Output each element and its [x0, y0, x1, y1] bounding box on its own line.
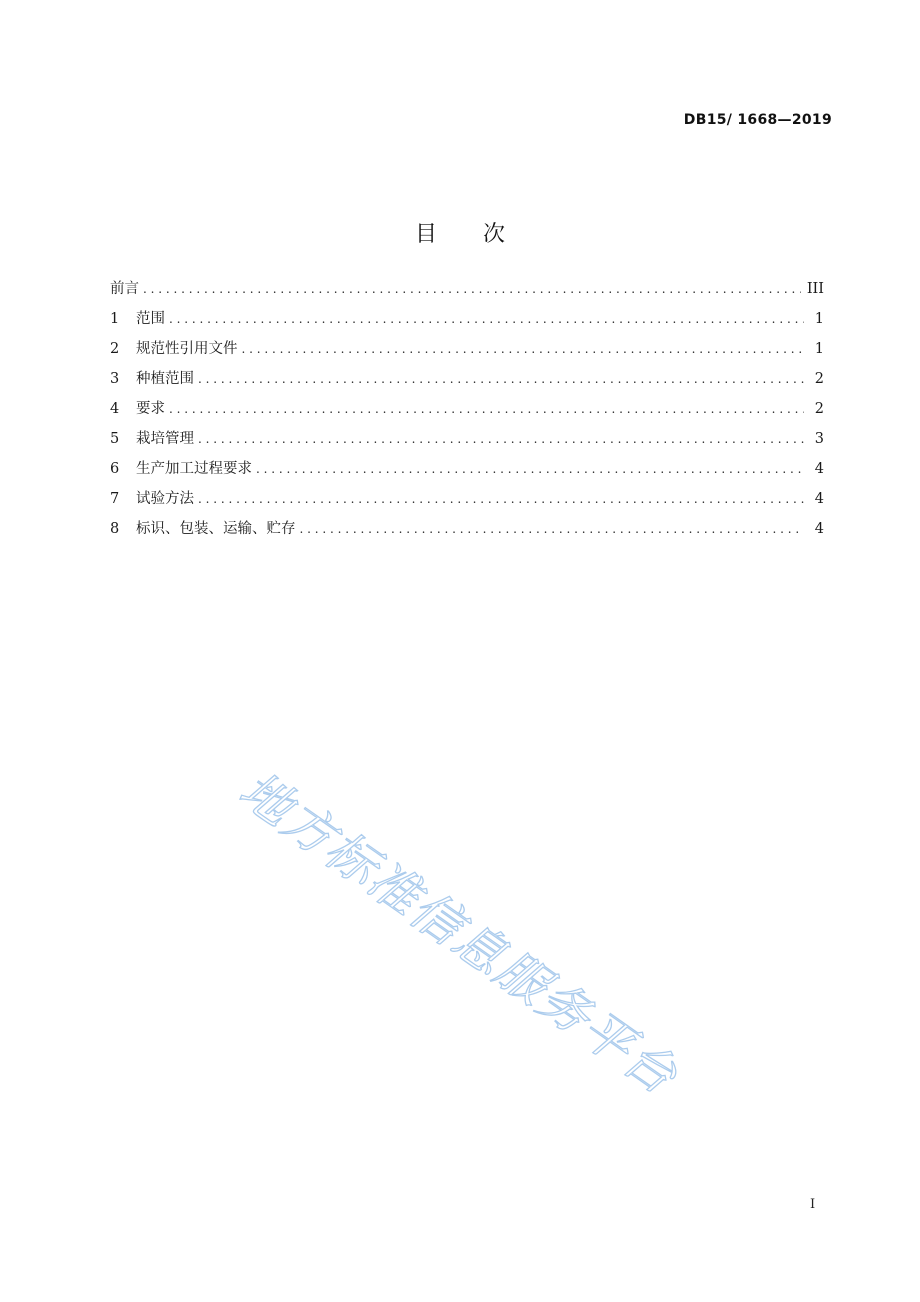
toc-entry-number: 2 — [110, 341, 120, 357]
toc-entry-number: 3 — [110, 371, 120, 387]
toc-entry-number: 4 — [110, 401, 120, 417]
toc-dot-leader — [169, 309, 804, 329]
toc-entry-number: 1 — [110, 311, 120, 327]
toc-entry-test-methods[interactable] — [110, 489, 824, 519]
standard-code: DB15/ 1668—2019 — [683, 112, 832, 128]
toc-entry-scope[interactable] — [110, 309, 824, 339]
toc-entry-label: 生产加工过程要求 — [136, 461, 252, 477]
toc-dot-leader — [256, 459, 804, 479]
toc-dot-leader — [169, 399, 804, 419]
toc-dot-leader — [143, 279, 801, 299]
toc-dot-leader — [300, 519, 805, 539]
toc-dot-leader — [198, 489, 804, 509]
toc-entry-page: 2 — [814, 371, 824, 387]
toc-entry-number: 7 — [110, 491, 120, 507]
toc-entry-page: 1 — [814, 311, 824, 327]
toc-entry-number: 6 — [110, 461, 120, 477]
toc-entry-page: III — [806, 281, 824, 297]
page-number: I — [810, 1197, 816, 1212]
toc-entry-number: 5 — [110, 431, 120, 447]
toc-entry-label: 范围 — [136, 311, 165, 327]
toc-entry-labeling-packaging-transport-storage[interactable] — [110, 519, 824, 549]
toc-entry-cultivation-management[interactable] — [110, 429, 824, 459]
toc-dot-leader — [198, 429, 804, 449]
toc-entry-label: 要求 — [136, 401, 165, 417]
watermark-text: 地方标准信息服务平台 — [229, 760, 689, 1107]
toc-entry-foreword[interactable] — [110, 279, 824, 309]
toc-entry-label: 规范性引用文件 — [136, 341, 238, 357]
table-of-contents — [110, 279, 824, 549]
toc-title — [0, 217, 920, 248]
toc-title-left: 目 — [414, 221, 437, 247]
toc-dot-leader — [242, 339, 805, 359]
toc-entry-normative-references[interactable] — [110, 339, 824, 369]
toc-entry-label: 前言 — [110, 281, 139, 297]
toc-entry-requirements[interactable] — [110, 399, 824, 429]
toc-entry-page: 2 — [814, 401, 824, 417]
toc-dot-leader — [198, 369, 804, 389]
toc-entry-page: 4 — [814, 461, 824, 477]
toc-entry-page: 4 — [814, 521, 824, 537]
toc-entry-label: 种植范围 — [136, 371, 194, 387]
toc-entry-label: 标识、包装、运输、贮存 — [136, 521, 296, 537]
toc-entry-label: 栽培管理 — [136, 431, 194, 447]
toc-entry-planting-area[interactable] — [110, 369, 824, 399]
toc-title-right: 次 — [483, 221, 506, 247]
toc-entry-page: 1 — [814, 341, 824, 357]
toc-entry-page: 3 — [814, 431, 824, 447]
toc-entry-number: 8 — [110, 521, 120, 537]
toc-entry-page: 4 — [814, 491, 824, 507]
toc-entry-processing-requirements[interactable] — [110, 459, 824, 489]
toc-entry-label: 试验方法 — [136, 491, 194, 507]
